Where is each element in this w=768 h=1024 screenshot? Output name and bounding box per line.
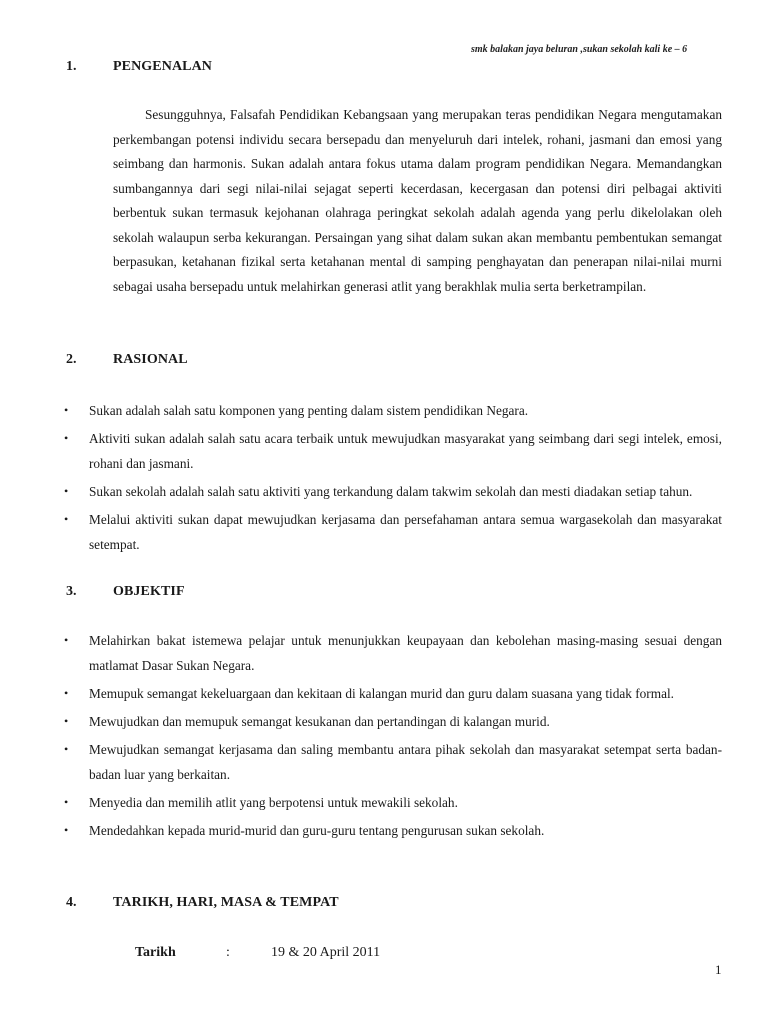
list-item-text: Aktiviti sukan adalah salah satu acara terbaik untuk mewujudkan masyarakat yang seimbang dari segi intelek, emosi, rohani dan jasmani. — [89, 431, 722, 471]
list-item — [0, 398, 768, 423]
page-number: 1 — [715, 962, 722, 977]
tarikh-value: 19 & 20 April 2011 — [271, 945, 381, 960]
bullet-icon: • — [64, 823, 69, 837]
list-item — [0, 818, 768, 843]
section-title: RASIONAL — [113, 352, 188, 367]
section-title: TARIKH, HARI, MASA & TEMPAT — [113, 895, 339, 910]
section-number: 4. — [66, 895, 77, 910]
list-item — [0, 681, 768, 706]
section-title: OBJEKTIF — [113, 584, 185, 599]
bullet-icon: • — [64, 795, 69, 809]
bullet-list — [0, 398, 768, 560]
list-item-text: Melalui aktiviti sukan dapat mewujudkan kerjasama dan persefahaman antara semua wargasekolah dan masyarakat setempat. — [89, 512, 722, 552]
list-item — [0, 737, 768, 787]
bullet-icon: • — [64, 742, 69, 756]
list-item-text: Mewujudkan semangat kerjasama dan saling membantu antara pihak sekolah dan masyarakat setempat serta badan-badan luar yang berkaitan. — [89, 742, 722, 782]
list-item-text: Melahirkan bakat istemewa pelajar untuk menunjukkan keupayaan dan kebolehan masing-masing sesuai dengan matlamat Dasar Sukan Negara. — [89, 633, 722, 673]
bullet-icon: • — [64, 403, 69, 417]
running-header: smk balakan jaya beluran ,sukan sekolah kali ke – 6 — [471, 44, 688, 55]
section-number: 3. — [66, 584, 77, 599]
bullet-icon: • — [64, 633, 69, 647]
bullet-icon: • — [64, 512, 69, 526]
list-item — [0, 426, 768, 476]
list-item — [0, 709, 768, 734]
section-number: 1. — [66, 59, 77, 74]
section-paragraph: Sesungguhnya, Falsafah Pendidikan Kebangsaan yang merupakan teras pendidikan Negara mengutamakan perkembangan potensi individu secara bersepadu dan menyeluruh dari intelek, rohani, jasmani dan emosi yang seimbang dan harmonis. Sukan adalah antara fokus utama dalam program pendidikan Negara. Memandangkan sumbangannya dari segi nilai-nilai sejagat seperti kecerdasan, kecergasan dan potensi diri pelbagai aktiviti berbentuk sukan termasuk kejohanan olahraga peringkat sekolah adalah agenda yang perlu dikelolakan oleh sekolah walaupun serba kekurangan. Persaingan yang sihat dalam sukan akan membantu pembentukan semangat berpasukan, ketahanan fizikal serta ketahanan mental di samping penghayatan dan penerapan nilai-nilai murni sebagai usaha bersepadu untuk melahirkan generasi atlit yang berakhlak mulia serta berketrampilan. — [113, 107, 722, 294]
list-item — [0, 507, 768, 557]
section-title: PENGENALAN — [113, 59, 213, 74]
list-item-text: Sukan sekolah adalah salah satu aktiviti yang terkandung dalam takwim sekolah dan mesti diadakan setiap tahun. — [89, 484, 693, 499]
list-item — [0, 628, 768, 678]
list-item-text: Menyedia dan memilih atlit yang berpotensi untuk mewakili sekolah. — [89, 795, 458, 810]
bullet-icon: • — [64, 714, 69, 728]
section-number: 2. — [66, 352, 77, 367]
list-item-text: Mewujudkan dan memupuk semangat kesukanan dan pertandingan di kalangan murid. — [89, 714, 550, 729]
tarikh-label: Tarikh — [135, 945, 176, 960]
list-item-text: Mendedahkan kepada murid-murid dan guru-guru tentang pengurusan sukan sekolah. — [89, 823, 545, 838]
list-item-text: Sukan adalah salah satu komponen yang penting dalam sistem pendidikan Negara. — [89, 403, 529, 418]
bullet-list — [0, 628, 768, 846]
list-item — [0, 790, 768, 815]
tarikh-colon: : — [226, 945, 230, 960]
bullet-icon: • — [64, 431, 69, 445]
list-item-text: Memupuk semangat kekeluargaan dan kekitaan di kalangan murid dan guru dalam suasana yang tidak formal. — [89, 686, 674, 701]
list-item — [0, 479, 768, 504]
bullet-icon: • — [64, 484, 69, 498]
bullet-icon: • — [64, 686, 69, 700]
